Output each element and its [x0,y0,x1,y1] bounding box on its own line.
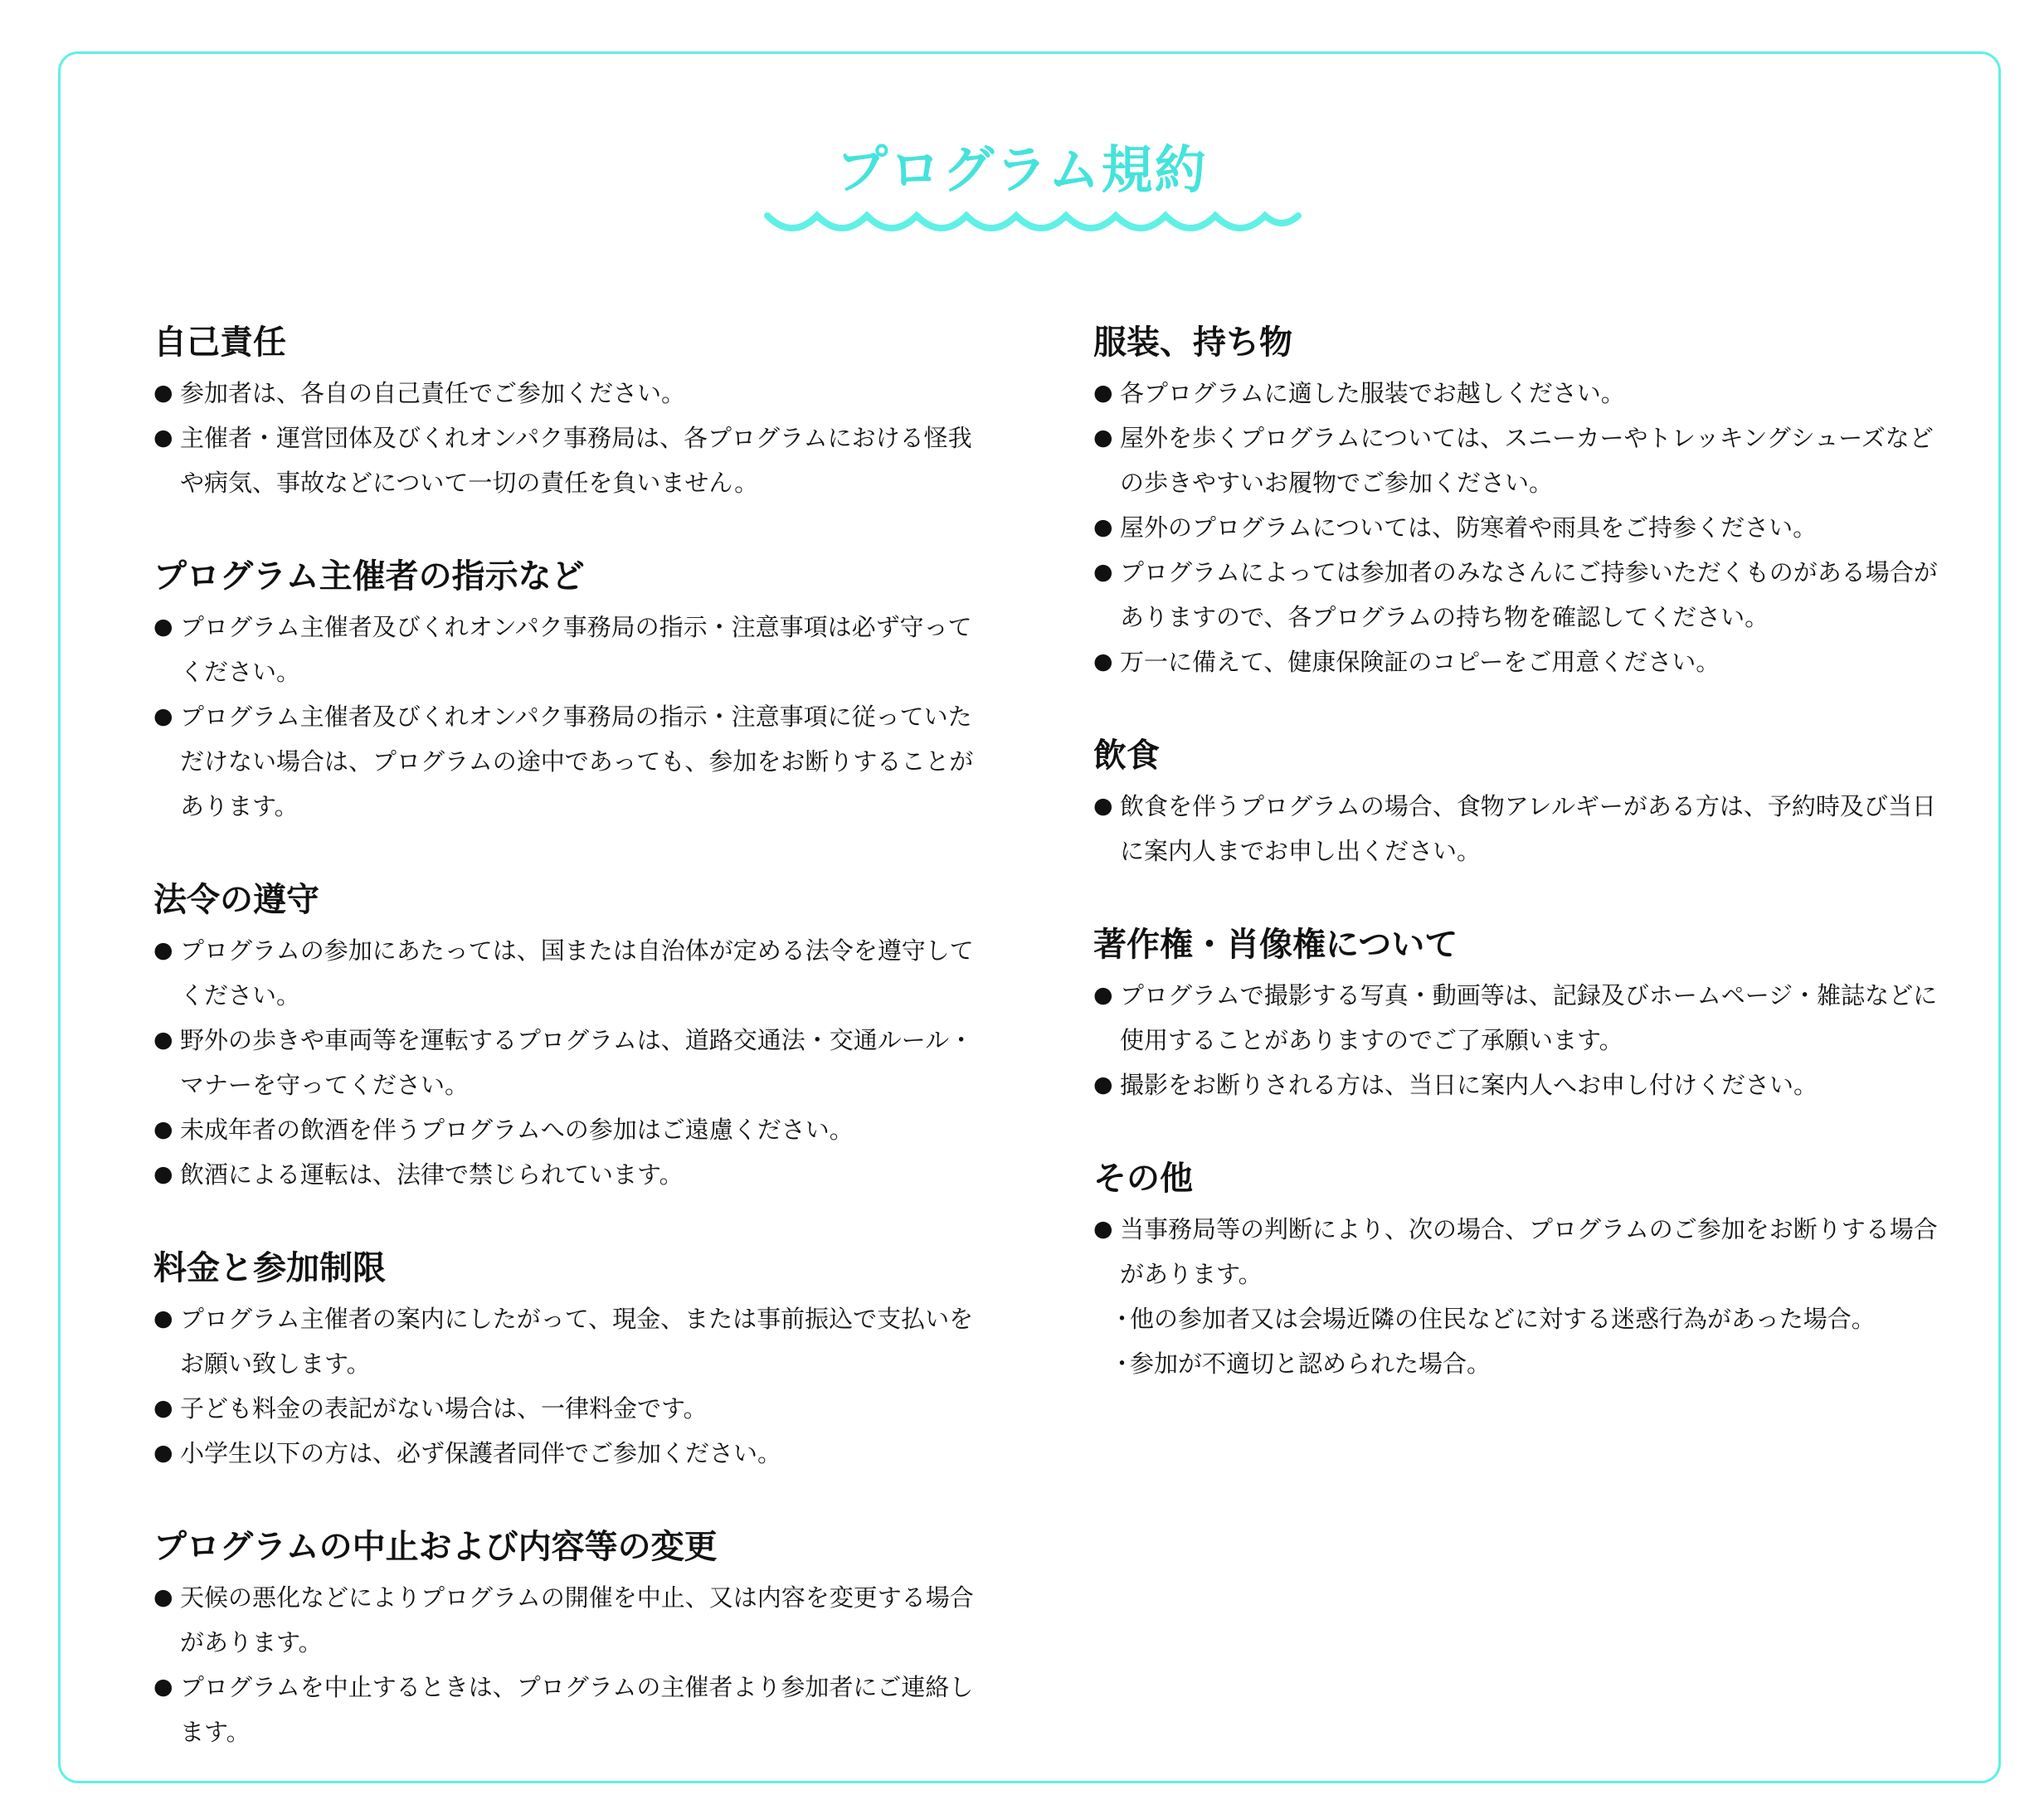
rule-item [153,1431,991,1476]
rule-item [153,416,991,505]
rule-section [1093,732,1939,873]
rule-item [153,1296,991,1386]
rule-item [153,371,991,416]
rule-item-text: 参加者は、各自の自己責任でご参加ください。 [180,379,686,407]
bullet-icon: ● [153,1306,173,1331]
section-heading: 服装、持ち物 [1093,323,1292,362]
bullet-icon: ● [153,1440,173,1466]
bullet-icon: ● [1093,380,1113,406]
rule-item [1093,505,1939,550]
bullet-icon: ● [153,1027,173,1053]
rule-item-text: 飲酒による運転は、法律で禁じられています。 [180,1160,684,1189]
rule-item-text: 屋外を歩くプログラムについては、スニーカーやトレッキングシューズなどの歩きやすいお履物でご参加ください。 [1120,424,1934,497]
sub-bullet-icon: ・ [1110,1305,1135,1333]
sub-bullet-icon: ・ [1110,1350,1135,1378]
bullet-icon: ● [153,1674,173,1700]
rule-item [153,928,991,1018]
rule-item [153,1018,991,1107]
section-heading: 自己責任 [153,323,286,362]
section-heading: 飲食 [1093,737,1160,775]
rule-item-text: 未成年者の飲酒を伴うプログラムへの参加はご遠慮ください。 [180,1116,854,1144]
left-column [153,319,991,1802]
section-heading: プログラム主催者の指示など [153,557,585,596]
rule-section [1093,922,1939,1107]
rule-item-text: プログラムの参加にあたっては、国または自治体が定める法令を遵守してください。 [180,936,974,1009]
bullet-icon: ● [153,614,173,640]
bullet-icon: ● [153,425,173,450]
rule-item [1093,1207,1939,1296]
rule-item [153,1386,991,1431]
rule-item-text: 万一に備えて、健康保険証のコピーをご用意ください。 [1120,648,1720,676]
rule-item [153,694,991,829]
bullet-icon: ● [1093,514,1113,540]
rule-section [1093,319,1939,684]
section-heading: その他 [1093,1160,1193,1198]
rule-section [153,319,991,505]
rule-section [1093,1155,1939,1386]
bullet-icon: ● [1093,1216,1113,1242]
rule-item [153,1107,991,1152]
rule-item-text: 屋外のプログラムについては、防寒着や雨具をご持参ください。 [1120,513,1818,542]
bullet-icon: ● [153,1584,173,1610]
rule-item-text: プログラムを中止するときは、プログラムの主催者より参加者にご連絡します。 [180,1673,974,1746]
rule-item-text: 子ども料金の表記がない場合は、一律料金です。 [180,1394,708,1423]
rule-item [1093,640,1939,684]
rule-item [153,1575,991,1665]
section-heading: プログラムの中止および内容等の変更 [153,1528,718,1566]
bullet-icon: ● [1093,425,1113,450]
wave-decoration [763,206,1302,247]
rule-item-text: プログラムによっては参加者のみなさんにご持参いただくものがある場合がありますので、各プログラムの持ち物を確認してください。 [1120,558,1938,631]
page-title: プログラム規約 [836,139,1208,200]
rule-sub-item-text: 他の参加者又は会場近隣の住民などに対する迷惑行為があった場合。 [1130,1305,1876,1333]
rule-item-text: 飲食を伴うプログラムの場合、食物アレルギーがある方は、予約時及び当日に案内人までお申し出ください。 [1120,792,1936,865]
rule-item [153,605,991,694]
rule-item-text: 小学生以下の方は、必ず保護者同伴でご参加ください。 [180,1439,782,1467]
bullet-icon: ● [153,380,173,406]
section-heading: 料金と参加制限 [153,1249,386,1287]
rule-item [1093,1063,1939,1107]
rule-section [153,877,991,1197]
rule-item [153,1152,991,1197]
rule-item-text: プログラム主催者及びくれオンパク事務局の指示・注意事項は必ず守ってください。 [180,613,972,686]
rule-item [1093,784,1939,873]
bullet-icon: ● [153,1395,173,1421]
rule-item [153,1665,991,1754]
rule-item-text: プログラムで撮影する写真・動画等は、記録及びホームページ・雑誌などに使用することがありますのでご了承願います。 [1120,981,1938,1054]
section-heading: 法令の遵守 [153,881,319,919]
rule-item [1093,371,1939,416]
rule-item [1093,416,1939,505]
rule-section [153,1524,991,1754]
rule-section [153,1245,991,1476]
bullet-icon: ● [1093,559,1113,585]
bullet-icon: ● [153,1161,173,1187]
rule-item-text: 各プログラムに適した服装でお越しください。 [1120,379,1625,407]
bullet-icon: ● [153,703,173,729]
rule-sub-item [1093,1341,1939,1386]
bullet-icon: ● [153,937,173,963]
rule-section [153,553,991,829]
section-heading: 著作権・肖像権について [1093,926,1458,964]
bullet-icon: ● [1093,793,1113,819]
right-column [1093,319,1939,1434]
bullet-icon: ● [1093,649,1113,674]
rule-item [1093,550,1939,640]
rule-item-text: 当事務局等の判断により、次の場合、プログラムのご参加をお断りする場合があります。 [1120,1215,1938,1288]
rule-item-text: 撮影をお断りされる方は、当日に案内人へお申し付けください。 [1120,1071,1818,1099]
rule-item-text: 主催者・運営団体及びくれオンパク事務局は、各プログラムにおける怪我や病気、事故などについて一切の責任を負いません。 [180,424,972,497]
rule-item-text: プログラム主催者及びくれオンパク事務局の指示・注意事項に従っていただけない場合は、プログラムの途中であっても、参加をお断りすることがあります。 [180,703,974,820]
bullet-icon: ● [1093,982,1113,1008]
rule-sub-item [1093,1296,1939,1341]
rule-item-text: 野外の歩きや車両等を運転するプログラムは、道路交通法・交通ルール・マナーを守ってください。 [180,1026,974,1099]
rule-item-text: プログラム主催者の案内にしたがって、現金、または事前振込で支払いをお願い致します。 [180,1305,974,1378]
bullet-icon: ● [1093,1072,1113,1097]
rule-sub-item-text: 参加が不適切と認められた場合。 [1130,1350,1492,1378]
rule-item-text: 天候の悪化などによりプログラムの開催を中止、又は内容を変更する場合があります。 [180,1583,974,1656]
rule-item [1093,973,1939,1063]
bullet-icon: ● [153,1116,173,1142]
